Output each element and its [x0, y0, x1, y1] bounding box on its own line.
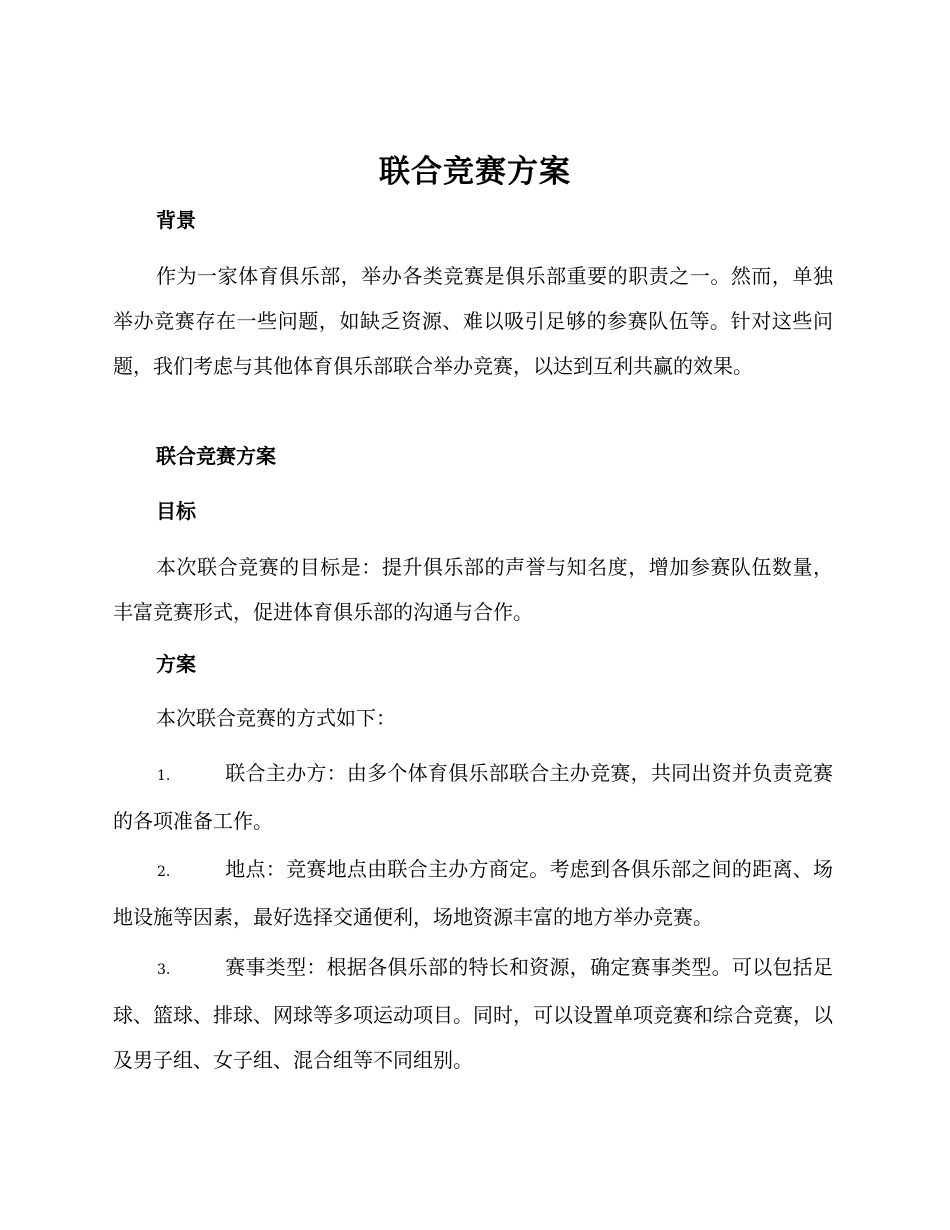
heading-goal: 目标: [156, 499, 196, 523]
heading-plan: 联合竞赛方案: [156, 444, 276, 468]
list-number: 1.: [157, 768, 171, 784]
list-item: [113, 751, 833, 844]
list-item-text: 联合主办方：由多个体育俱乐部联合主办竞赛，共同出资并负责竞赛的各项准备工作。: [113, 761, 833, 833]
list-item: [113, 847, 833, 940]
paragraph-goal: 本次联合竞赛的目标是：提升俱乐部的声誉与知名度，增加参赛队伍数量，丰富竞赛形式，促进体育俱乐部的沟通与合作。: [113, 555, 833, 624]
paragraph-background: 作为一家体育俱乐部，举办各类竞赛是俱乐部重要的职责之一。然而，单独举办竞赛存在一些问题，如缺乏资源、难以吸引足够的参赛队伍等。针对这些问题，我们考虑与其他体育俱乐部联合举办竞赛，以达到互利共赢的效果。: [113, 264, 833, 378]
paragraph-scheme-intro: 本次联合竞赛的方式如下：: [156, 706, 396, 730]
heading-scheme: 方案: [156, 652, 196, 676]
list-item-text: 地点：竞赛地点由联合主办方商定。考虑到各俱乐部之间的距离、场地设施等因素，最好选择交通便利，场地资源丰富的地方举办竞赛。: [113, 857, 833, 929]
heading-background: 背景: [156, 208, 196, 232]
list-number: 2.: [157, 864, 171, 880]
list-item-text: 赛事类型：根据各俱乐部的特长和资源，确定赛事类型。可以包括足球、篮球、排球、网球等多项运动项目。同时，可以设置单项竞赛和综合竞赛，以及男子组、女子组、混合组等不同组别。: [113, 955, 833, 1072]
list-number: 3.: [157, 962, 171, 978]
document-title: 联合竞赛方案: [379, 154, 571, 190]
list-item: [113, 945, 833, 1083]
